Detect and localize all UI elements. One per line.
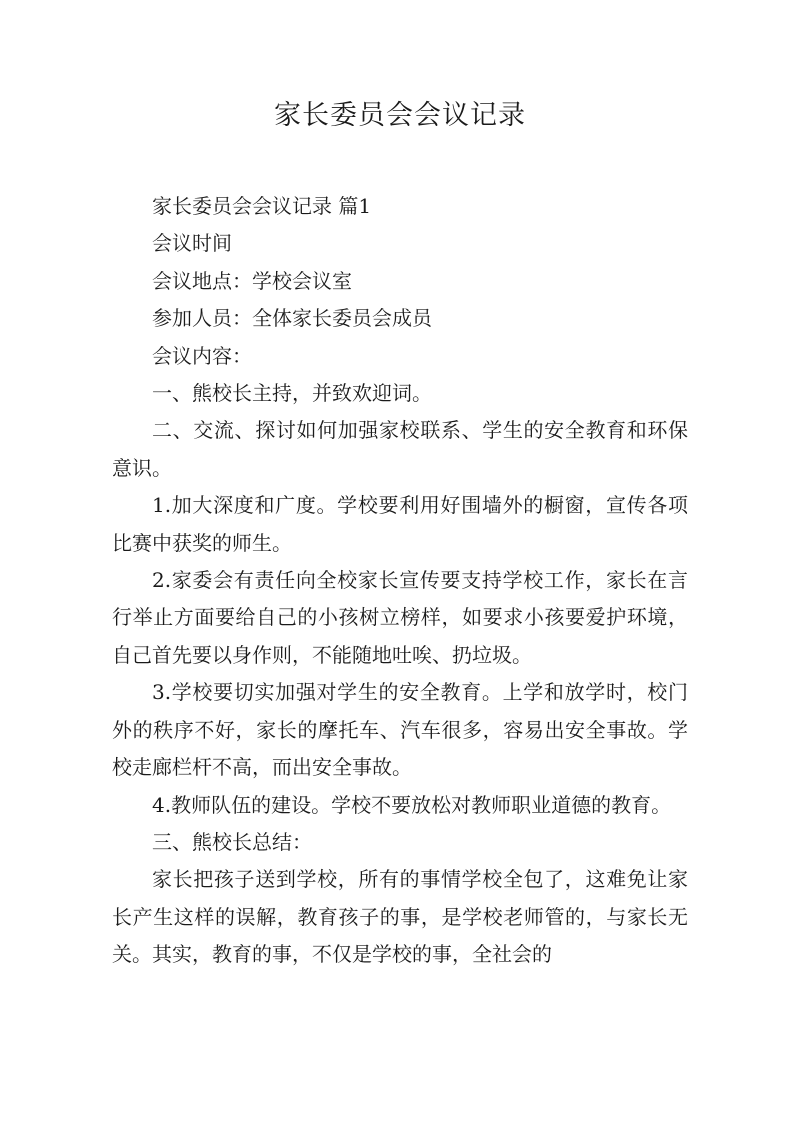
- paragraph-subitem-2: 2.家委会有责任向全校家长宣传要支持学校工作，家长在言行举止方面要给自己的小孩树立榜样，如要求小孩要爱护环境，自己首先要以身作则，不能随地吐唉、扔垃圾。: [112, 568, 688, 667]
- paragraph-item-3: 三、熊校长总结：: [152, 829, 312, 854]
- paragraph-attendees: 参加人员：全体家长委员会成员: [152, 306, 432, 331]
- paragraph-heading: 家长委员会会议记录 篇1: [152, 194, 372, 218]
- paragraph-item-2: 二、交流、探讨如何加强家校联系、学生的安全教育和环保意识。: [112, 418, 688, 480]
- paragraph-meeting-place: 会议地点：学校会议室: [152, 268, 352, 293]
- paragraph-meeting-time: 会议时间: [152, 231, 232, 256]
- document-title: 家长委员会会议记录: [274, 100, 526, 131]
- paragraph-subitem-4: 4.教师队伍的建设。学校不要放松对教师职业道德的教育。: [152, 792, 672, 817]
- paragraph-summary: 家长把孩子送到学校，所有的事情学校全包了，这难免让家长产生这样的误解，教育孩子的事，是学校老师管的，与家长无关。其实，教育的事，不仅是学校的事，全社会的: [112, 867, 688, 967]
- paragraph-content-label: 会议内容：: [152, 343, 252, 368]
- paragraph-subitem-3: 3.学校要切实加强对学生的安全教育。上学和放学时，校门外的秩序不好，家长的摩托车、汽车很多，容易出安全事故。学校走廊栏杆不高，而出安全事故。: [112, 680, 688, 780]
- document-body: [112, 188, 688, 974]
- paragraph-subitem-1: 1.加大深度和广度。学校要利用好围墙外的橱窗，宣传各项比赛中获奖的师生。: [112, 493, 688, 555]
- paragraph-item-1: 一、熊校长主持，并致欢迎词。: [152, 381, 432, 406]
